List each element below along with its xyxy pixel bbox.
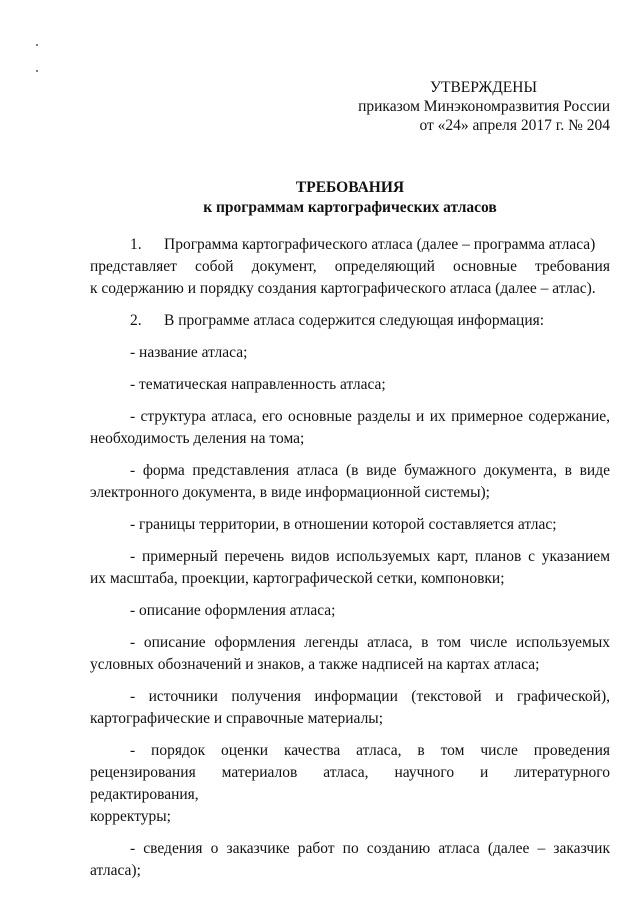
- paragraph-line: [90, 310, 610, 332]
- list-item: [90, 600, 610, 622]
- paragraph-line: условных обозначений и знаков, а также надписей на картах атласа;: [90, 656, 540, 673]
- paragraph-text: Программа картографического атласа (далее – программа атласа): [164, 236, 596, 253]
- paragraph-line: [90, 234, 610, 256]
- list-item: [90, 514, 610, 536]
- paragraph-line: - источники получения информации (текстовой и графической),: [130, 688, 610, 705]
- paragraph-line: картографические и справочные материалы;: [90, 710, 384, 727]
- list-item: [90, 686, 610, 730]
- approval-order-line: приказом Минэкономразвития России: [358, 98, 610, 115]
- paragraph-line: - примерный перечень видов используемых карт, планов с указанием: [130, 548, 610, 565]
- approval-date-line: от «24» апреля 2017 г. № 204: [419, 117, 610, 134]
- paragraph-line: необходимость деления на тома;: [90, 430, 305, 447]
- paragraph-line: - порядок оценки качества атласа, в том числе проведения: [130, 742, 610, 759]
- list-item: [90, 460, 610, 504]
- title-subtitle: к программам картографических атласов: [203, 199, 497, 216]
- paragraph-text: В программе атласа содержится следующая информация:: [164, 312, 545, 329]
- paragraph-line: - структура атласа, его основные разделы и их примерное содержание,: [130, 408, 610, 425]
- paragraph-line: атласа);: [90, 862, 141, 879]
- approval-stamp: [300, 78, 610, 135]
- paragraph-line: - название атласа;: [130, 344, 248, 361]
- scan-speck: [36, 44, 38, 46]
- paragraph-number: 1.: [130, 236, 142, 253]
- paragraph-line: представляет собой документ, определяющий основные требования: [90, 258, 610, 275]
- paragraph-line: к содержанию и порядку создания картографического атласа (далее – атлас).: [90, 280, 596, 297]
- list-item: [90, 740, 610, 828]
- paragraph-line: - тематическая направленность атласа;: [130, 376, 386, 393]
- paragraph-line: электронного документа, в виде информационной системы);: [90, 484, 490, 501]
- paragraph-line: - описание оформления атласа;: [130, 602, 336, 619]
- list-item: [90, 632, 610, 676]
- document-body: [90, 234, 610, 892]
- paragraph-2: [90, 310, 610, 332]
- title-main: ТРЕБОВАНИЯ: [295, 179, 405, 196]
- list-item: [90, 546, 610, 590]
- paragraph-line: - форма представления атласа (в виде бумажного документа, в виде: [130, 462, 610, 479]
- paragraph-line: корректуры;: [90, 808, 171, 825]
- list-item: [90, 342, 610, 364]
- paragraph-number: 2.: [130, 312, 142, 329]
- paragraph-line: - сведения о заказчике работ по созданию атласа (далее – заказчик: [130, 840, 610, 857]
- approval-heading: УТВЕРЖДЕНЫ: [430, 79, 537, 96]
- document-title: [90, 178, 610, 218]
- paragraph-line: рецензирования материалов атласа, научного и литературного редактирования,: [90, 764, 610, 803]
- paragraph-line: их масштаба, проекции, картографической сетки, компоновки;: [90, 570, 505, 587]
- scan-speck: [36, 70, 38, 72]
- list-item: [90, 406, 610, 450]
- paragraph-line: - границы территории, в отношении которой составляется атлас;: [130, 516, 557, 533]
- list-item: [90, 838, 610, 882]
- paragraph-line: - описание оформления легенды атласа, в том числе используемых: [130, 634, 610, 651]
- paragraph-1: [90, 234, 610, 300]
- list-item: [90, 374, 610, 396]
